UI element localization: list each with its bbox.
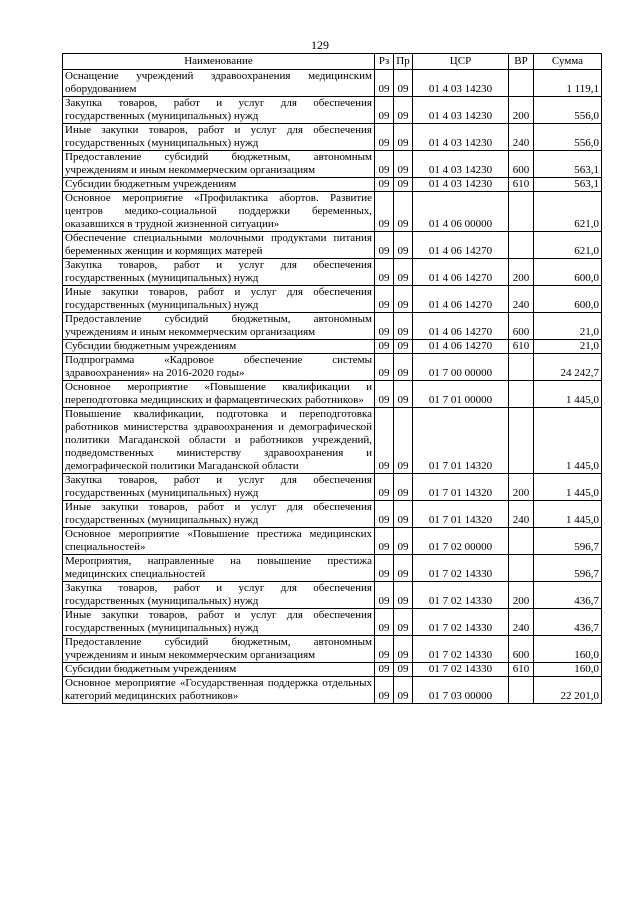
cell-sum: 1 445,0	[534, 381, 602, 408]
header-sum: Сумма	[534, 54, 602, 70]
cell-name: Субсидии бюджетным учреждениям	[63, 178, 375, 192]
cell-pr: 09	[394, 609, 413, 636]
cell-pr: 09	[394, 178, 413, 192]
cell-rz: 09	[375, 259, 394, 286]
cell-csr: 01 4 06 00000	[413, 192, 509, 232]
cell-vr: 200	[509, 582, 534, 609]
cell-csr: 01 7 03 00000	[413, 677, 509, 704]
cell-vr	[509, 70, 534, 97]
table-row	[63, 313, 602, 340]
cell-name: Основное мероприятие «Повышение квалификации и переподготовка медицинских и фармацевтических работников»	[63, 381, 375, 408]
table-row	[63, 97, 602, 124]
cell-rz: 09	[375, 124, 394, 151]
cell-sum: 596,7	[534, 555, 602, 582]
cell-rz: 09	[375, 286, 394, 313]
cell-rz: 09	[375, 151, 394, 178]
cell-vr: 600	[509, 313, 534, 340]
cell-name: Основное мероприятие «Профилактика абортов. Развитие центров медико-социальной поддержки беременных, оказавшихся в трудной жизненной ситуации»	[63, 192, 375, 232]
table-row	[63, 259, 602, 286]
cell-sum: 160,0	[534, 663, 602, 677]
cell-sum: 621,0	[534, 232, 602, 259]
cell-rz: 09	[375, 381, 394, 408]
cell-pr: 09	[394, 636, 413, 663]
cell-vr	[509, 381, 534, 408]
cell-name: Закупка товаров, работ и услуг для обеспечения государственных (муниципальных) нужд	[63, 474, 375, 501]
cell-sum: 621,0	[534, 192, 602, 232]
cell-sum: 160,0	[534, 636, 602, 663]
table-row	[63, 663, 602, 677]
cell-sum: 21,0	[534, 340, 602, 354]
cell-sum: 21,0	[534, 313, 602, 340]
cell-pr: 09	[394, 259, 413, 286]
cell-rz: 09	[375, 474, 394, 501]
cell-csr: 01 7 01 14320	[413, 408, 509, 474]
cell-csr: 01 7 01 14320	[413, 501, 509, 528]
cell-vr: 240	[509, 286, 534, 313]
cell-pr: 09	[394, 663, 413, 677]
cell-pr: 09	[394, 381, 413, 408]
cell-pr: 09	[394, 340, 413, 354]
cell-sum: 1 445,0	[534, 408, 602, 474]
cell-sum: 1 445,0	[534, 474, 602, 501]
cell-rz: 09	[375, 555, 394, 582]
cell-name: Иные закупки товаров, работ и услуг для обеспечения государственных (муниципальных) нужд	[63, 124, 375, 151]
cell-vr: 240	[509, 609, 534, 636]
cell-name: Иные закупки товаров, работ и услуг для обеспечения государственных (муниципальных) нужд	[63, 609, 375, 636]
cell-vr: 600	[509, 151, 534, 178]
cell-name: Повышение квалификации, подготовка и переподготовка работников министерства здравоохранения и демографической политики Магаданской области и работников учреждений, подведомственных министерству здравоохранения и демографической политики Магаданской области	[63, 408, 375, 474]
cell-pr: 09	[394, 677, 413, 704]
table-header-row	[63, 54, 602, 70]
cell-pr: 09	[394, 232, 413, 259]
cell-vr: 240	[509, 501, 534, 528]
cell-rz: 09	[375, 97, 394, 124]
cell-vr: 200	[509, 97, 534, 124]
cell-vr	[509, 232, 534, 259]
cell-csr: 01 7 02 14330	[413, 663, 509, 677]
cell-pr: 09	[394, 354, 413, 381]
cell-rz: 09	[375, 636, 394, 663]
cell-name: Предоставление субсидий бюджетным, автономным учреждениям и иным некоммерческим организациям	[63, 151, 375, 178]
cell-csr: 01 7 02 00000	[413, 528, 509, 555]
cell-pr: 09	[394, 408, 413, 474]
cell-pr: 09	[394, 582, 413, 609]
cell-rz: 09	[375, 70, 394, 97]
header-rz: Рз	[375, 54, 394, 70]
cell-name: Предоставление субсидий бюджетным, автономным учреждениям и иным некоммерческим организациям	[63, 636, 375, 663]
cell-vr: 240	[509, 124, 534, 151]
table-row	[63, 528, 602, 555]
cell-rz: 09	[375, 582, 394, 609]
cell-rz: 09	[375, 192, 394, 232]
table-row	[63, 340, 602, 354]
cell-name: Субсидии бюджетным учреждениям	[63, 340, 375, 354]
cell-csr: 01 4 06 14270	[413, 232, 509, 259]
cell-vr: 610	[509, 663, 534, 677]
cell-csr: 01 4 06 14270	[413, 259, 509, 286]
cell-vr: 600	[509, 636, 534, 663]
cell-name: Предоставление субсидий бюджетным, автономным учреждениям и иным некоммерческим организациям	[63, 313, 375, 340]
cell-name: Закупка товаров, работ и услуг для обеспечения государственных (муниципальных) нужд	[63, 582, 375, 609]
table-row	[63, 354, 602, 381]
cell-sum: 596,7	[534, 528, 602, 555]
cell-csr: 01 4 03 14230	[413, 151, 509, 178]
cell-sum: 436,7	[534, 609, 602, 636]
cell-rz: 09	[375, 408, 394, 474]
header-pr: Пр	[394, 54, 413, 70]
cell-vr	[509, 354, 534, 381]
table-row	[63, 286, 602, 313]
cell-pr: 09	[394, 192, 413, 232]
cell-pr: 09	[394, 124, 413, 151]
cell-rz: 09	[375, 178, 394, 192]
cell-vr: 610	[509, 178, 534, 192]
cell-csr: 01 7 00 00000	[413, 354, 509, 381]
cell-pr: 09	[394, 286, 413, 313]
cell-sum: 24 242,7	[534, 354, 602, 381]
cell-sum: 600,0	[534, 286, 602, 313]
cell-csr: 01 4 03 14230	[413, 70, 509, 97]
cell-csr: 01 4 06 14270	[413, 286, 509, 313]
cell-csr: 01 4 06 14270	[413, 313, 509, 340]
cell-name: Мероприятия, направленные на повышение престижа медицинских специальностей	[63, 555, 375, 582]
cell-sum: 22 201,0	[534, 677, 602, 704]
cell-name: Иные закупки товаров, работ и услуг для обеспечения государственных (муниципальных) нужд	[63, 501, 375, 528]
budget-table	[62, 53, 602, 704]
cell-rz: 09	[375, 528, 394, 555]
cell-name: Иные закупки товаров, работ и услуг для обеспечения государственных (муниципальных) нужд	[63, 286, 375, 313]
cell-sum: 556,0	[534, 97, 602, 124]
cell-pr: 09	[394, 97, 413, 124]
table-row	[63, 609, 602, 636]
header-csr: ЦСР	[413, 54, 509, 70]
cell-pr: 09	[394, 528, 413, 555]
table-row	[63, 474, 602, 501]
cell-rz: 09	[375, 232, 394, 259]
table-row	[63, 124, 602, 151]
cell-pr: 09	[394, 555, 413, 582]
cell-pr: 09	[394, 313, 413, 340]
cell-name: Основное мероприятие «Повышение престижа медицинских специальностей»	[63, 528, 375, 555]
cell-sum: 556,0	[534, 124, 602, 151]
table-row	[63, 192, 602, 232]
cell-csr: 01 7 02 14330	[413, 555, 509, 582]
cell-vr: 200	[509, 474, 534, 501]
page-number: 129	[311, 38, 329, 52]
cell-name: Основное мероприятие «Государственная поддержка отдельных категорий медицинских работников»	[63, 677, 375, 704]
table-row	[63, 232, 602, 259]
table-row	[63, 636, 602, 663]
cell-pr: 09	[394, 151, 413, 178]
table-row	[63, 501, 602, 528]
cell-csr: 01 4 03 14230	[413, 124, 509, 151]
table-row	[63, 555, 602, 582]
cell-pr: 09	[394, 70, 413, 97]
cell-name: Закупка товаров, работ и услуг для обеспечения государственных (муниципальных) нужд	[63, 97, 375, 124]
cell-vr: 200	[509, 259, 534, 286]
cell-sum: 436,7	[534, 582, 602, 609]
table-row	[63, 70, 602, 97]
cell-vr	[509, 408, 534, 474]
cell-vr: 610	[509, 340, 534, 354]
cell-rz: 09	[375, 609, 394, 636]
cell-csr: 01 4 03 14230	[413, 178, 509, 192]
cell-rz: 09	[375, 313, 394, 340]
table-row	[63, 677, 602, 704]
cell-vr	[509, 528, 534, 555]
cell-csr: 01 7 01 00000	[413, 381, 509, 408]
cell-vr	[509, 677, 534, 704]
table-row	[63, 408, 602, 474]
cell-rz: 09	[375, 663, 394, 677]
cell-sum: 563,1	[534, 178, 602, 192]
table-row	[63, 381, 602, 408]
cell-name: Оснащение учреждений здравоохранения медицинским оборудованием	[63, 70, 375, 97]
cell-name: Обеспечение специальными молочными продуктами питания беременных женщин и кормящих матерей	[63, 232, 375, 259]
cell-csr: 01 4 06 14270	[413, 340, 509, 354]
cell-csr: 01 7 02 14330	[413, 636, 509, 663]
cell-rz: 09	[375, 354, 394, 381]
cell-name: Субсидии бюджетным учреждениям	[63, 663, 375, 677]
cell-vr	[509, 192, 534, 232]
cell-rz: 09	[375, 501, 394, 528]
cell-pr: 09	[394, 501, 413, 528]
cell-name: Закупка товаров, работ и услуг для обеспечения государственных (муниципальных) нужд	[63, 259, 375, 286]
table-row	[63, 178, 602, 192]
table-row	[63, 582, 602, 609]
cell-rz: 09	[375, 340, 394, 354]
table-row	[63, 151, 602, 178]
cell-csr: 01 7 02 14330	[413, 582, 509, 609]
header-name: Наименование	[63, 54, 375, 70]
cell-csr: 01 7 02 14330	[413, 609, 509, 636]
cell-csr: 01 4 03 14230	[413, 97, 509, 124]
cell-sum: 1 119,1	[534, 70, 602, 97]
cell-rz: 09	[375, 677, 394, 704]
cell-sum: 600,0	[534, 259, 602, 286]
header-vr: ВР	[509, 54, 534, 70]
cell-sum: 563,1	[534, 151, 602, 178]
cell-name: Подпрограмма «Кадровое обеспечение системы здравоохранения» на 2016-2020 годы»	[63, 354, 375, 381]
cell-pr: 09	[394, 474, 413, 501]
cell-csr: 01 7 01 14320	[413, 474, 509, 501]
cell-sum: 1 445,0	[534, 501, 602, 528]
cell-vr	[509, 555, 534, 582]
